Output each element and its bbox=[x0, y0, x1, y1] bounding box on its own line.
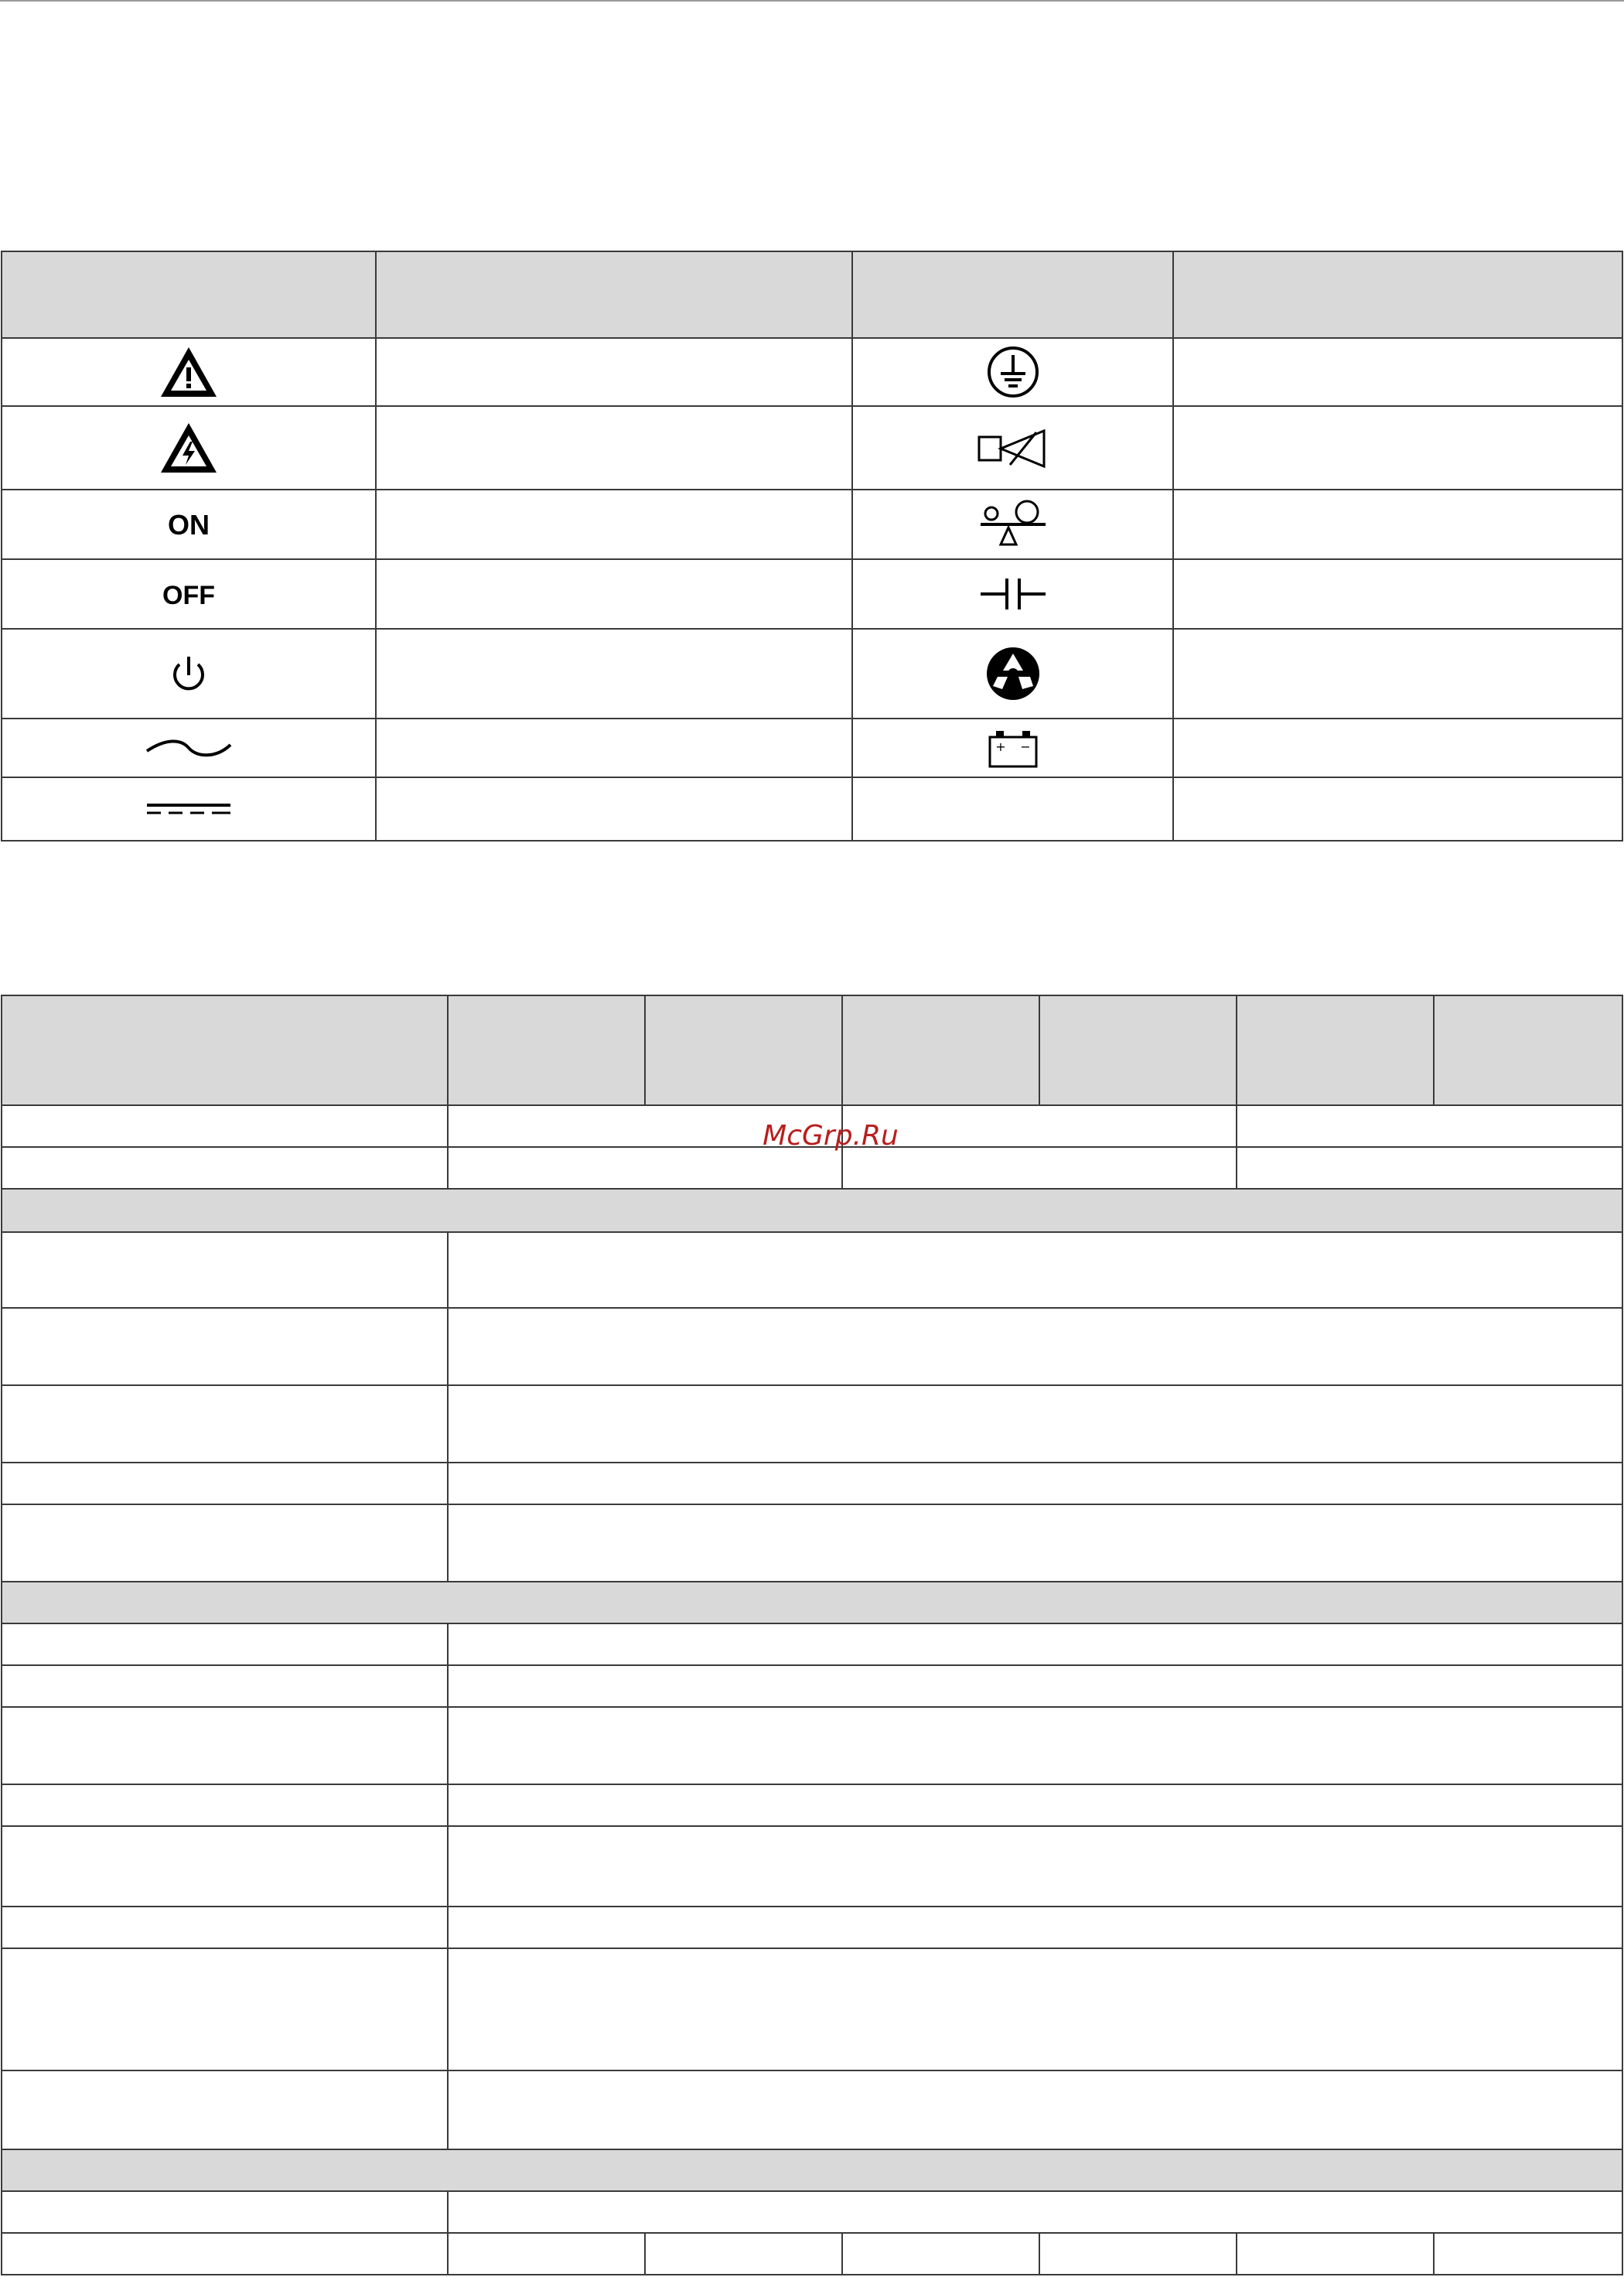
symbol-cell bbox=[852, 490, 1173, 559]
battery-plus-sign: + bbox=[995, 739, 1006, 754]
spec-label-cell bbox=[2, 1826, 448, 1907]
spec-value-cell bbox=[842, 2233, 1039, 2275]
spec-label-cell bbox=[2, 1385, 448, 1463]
spec-value-cell bbox=[448, 1504, 1622, 1582]
specs-header-row bbox=[2, 995, 1622, 1105]
description-cell bbox=[1173, 338, 1622, 406]
spec-label-cell bbox=[2, 1907, 448, 1948]
spec-value-cell bbox=[448, 1147, 842, 1189]
spec-value-cell bbox=[1039, 2233, 1237, 2275]
specs-row bbox=[2, 2191, 1622, 2233]
header-cell bbox=[1173, 251, 1622, 338]
spec-label-cell bbox=[2, 1784, 448, 1826]
spec-value-cell bbox=[448, 1826, 1622, 1907]
header-cell bbox=[1039, 995, 1237, 1105]
header-cell bbox=[852, 251, 1173, 338]
description-cell bbox=[1173, 559, 1622, 629]
spec-label-cell bbox=[2, 1147, 448, 1189]
header-cell bbox=[448, 995, 645, 1105]
off-label-icon bbox=[154, 575, 223, 613]
specs-row bbox=[2, 1826, 1622, 1907]
header-cell bbox=[1434, 995, 1622, 1105]
symbols-row bbox=[2, 406, 1622, 490]
symbol-cell bbox=[852, 777, 1173, 841]
spec-value-cell bbox=[448, 1707, 1622, 1784]
dc-current-icon bbox=[142, 797, 235, 821]
battery-minus-sign: − bbox=[1019, 739, 1031, 754]
spec-value-cell bbox=[1237, 2233, 1434, 2275]
description-cell bbox=[1173, 629, 1622, 719]
symbol-cell bbox=[852, 338, 1173, 406]
symbol-cell bbox=[852, 406, 1173, 490]
section-row bbox=[2, 1582, 1622, 1623]
symbol-cell bbox=[2, 490, 376, 559]
spec-value-cell bbox=[448, 1907, 1622, 1948]
spec-label-cell bbox=[2, 1665, 448, 1707]
spec-value-cell bbox=[448, 1784, 1622, 1826]
spec-value-cell bbox=[448, 1385, 1622, 1463]
spec-value-cell bbox=[448, 2191, 1622, 2233]
description-cell bbox=[376, 629, 852, 719]
symbol-cell bbox=[2, 629, 376, 719]
header-cell bbox=[1237, 995, 1434, 1105]
header-cell bbox=[2, 251, 376, 338]
spec-value-cell bbox=[448, 1232, 1622, 1308]
symbols-row bbox=[2, 719, 1622, 777]
spec-label-cell bbox=[2, 1232, 448, 1308]
header-cell bbox=[376, 251, 852, 338]
description-cell bbox=[376, 338, 852, 406]
spec-value-cell bbox=[448, 1623, 1622, 1665]
symbol-cell bbox=[852, 719, 1173, 777]
specs-row bbox=[2, 1147, 1622, 1189]
balance-symbol-icon bbox=[976, 500, 1050, 549]
section-row bbox=[2, 1189, 1622, 1232]
capacitor-symbol-icon bbox=[976, 572, 1050, 616]
description-cell bbox=[376, 719, 852, 777]
symbol-cell bbox=[852, 629, 1173, 719]
symbols-row bbox=[2, 338, 1622, 406]
caution-triangle-icon bbox=[158, 344, 220, 400]
spec-label-cell bbox=[2, 1504, 448, 1582]
symbols-row bbox=[2, 490, 1622, 559]
symbols-table bbox=[1, 251, 1623, 842]
specs-row bbox=[2, 1665, 1622, 1707]
spec-label-cell bbox=[2, 2070, 448, 2149]
specs-row bbox=[2, 1907, 1622, 1948]
header-cell bbox=[645, 995, 842, 1105]
protective-earth-icon bbox=[985, 344, 1041, 400]
spec-value-cell bbox=[448, 1308, 1622, 1385]
spec-label-cell bbox=[2, 2191, 448, 2233]
symbol-cell bbox=[2, 559, 376, 629]
specs-row bbox=[2, 1784, 1622, 1826]
spec-value-cell bbox=[645, 2233, 842, 2275]
off-label-text: OFF bbox=[162, 581, 215, 610]
specs-row bbox=[2, 1948, 1622, 2070]
symbols-row bbox=[2, 629, 1622, 719]
specs-row bbox=[2, 1504, 1622, 1582]
spec-value-cell bbox=[448, 2070, 1622, 2149]
symbol-cell bbox=[852, 559, 1173, 629]
description-cell bbox=[1173, 777, 1622, 841]
top-rule bbox=[0, 0, 1624, 2]
description-cell bbox=[376, 406, 852, 490]
description-cell bbox=[376, 777, 852, 841]
specs-row bbox=[2, 1308, 1622, 1385]
battery-icon bbox=[985, 726, 1041, 770]
section-header-cell bbox=[2, 1582, 1622, 1623]
spec-label-cell bbox=[2, 2233, 448, 2275]
description-cell bbox=[376, 559, 852, 629]
spec-value-cell bbox=[1434, 2233, 1622, 2275]
description-cell bbox=[1173, 406, 1622, 490]
spec-label-cell bbox=[2, 1463, 448, 1504]
specs-row bbox=[2, 1623, 1622, 1665]
recycle-icon bbox=[982, 643, 1044, 705]
on-label-icon bbox=[154, 505, 223, 544]
watermark-text: McGrp.Ru bbox=[763, 1120, 899, 1152]
power-standby-icon bbox=[165, 650, 212, 697]
section-header-cell bbox=[2, 1189, 1622, 1232]
on-label-text: ON bbox=[168, 509, 210, 541]
symbols-row bbox=[2, 777, 1622, 841]
symbols-row bbox=[2, 559, 1622, 629]
spec-value-cell bbox=[1237, 1147, 1622, 1189]
specs-row bbox=[2, 1385, 1622, 1463]
specs-row bbox=[2, 1707, 1622, 1784]
ac-sine-icon bbox=[142, 732, 235, 763]
spec-label-cell bbox=[2, 1308, 448, 1385]
description-cell bbox=[376, 490, 852, 559]
symbol-cell bbox=[2, 338, 376, 406]
display-symbol-icon bbox=[976, 426, 1050, 469]
spec-value-cell bbox=[1237, 1105, 1622, 1147]
specs-row bbox=[2, 1232, 1622, 1308]
specifications-table bbox=[1, 995, 1623, 2275]
spec-value-cell bbox=[448, 2233, 645, 2275]
spec-label-cell bbox=[2, 1623, 448, 1665]
symbol-cell bbox=[2, 719, 376, 777]
specs-row bbox=[2, 2233, 1622, 2275]
symbol-cell bbox=[2, 777, 376, 841]
description-cell bbox=[1173, 719, 1622, 777]
description-cell bbox=[1173, 490, 1622, 559]
section-header-cell bbox=[2, 2149, 1622, 2191]
header-cell bbox=[2, 995, 448, 1105]
spec-value-cell bbox=[448, 1948, 1622, 2070]
symbols-header-row bbox=[2, 251, 1622, 338]
electric-shock-warning-icon bbox=[158, 420, 220, 476]
spec-value-cell bbox=[448, 1463, 1622, 1504]
spec-label-cell bbox=[2, 1707, 448, 1784]
specs-row bbox=[2, 1463, 1622, 1504]
specs-row bbox=[2, 2070, 1622, 2149]
header-cell bbox=[842, 995, 1039, 1105]
spec-label-cell bbox=[2, 1105, 448, 1147]
spec-value-cell bbox=[448, 1665, 1622, 1707]
spec-value-cell bbox=[842, 1147, 1237, 1189]
symbol-cell bbox=[2, 406, 376, 490]
section-row bbox=[2, 2149, 1622, 2191]
spec-label-cell bbox=[2, 1948, 448, 2070]
